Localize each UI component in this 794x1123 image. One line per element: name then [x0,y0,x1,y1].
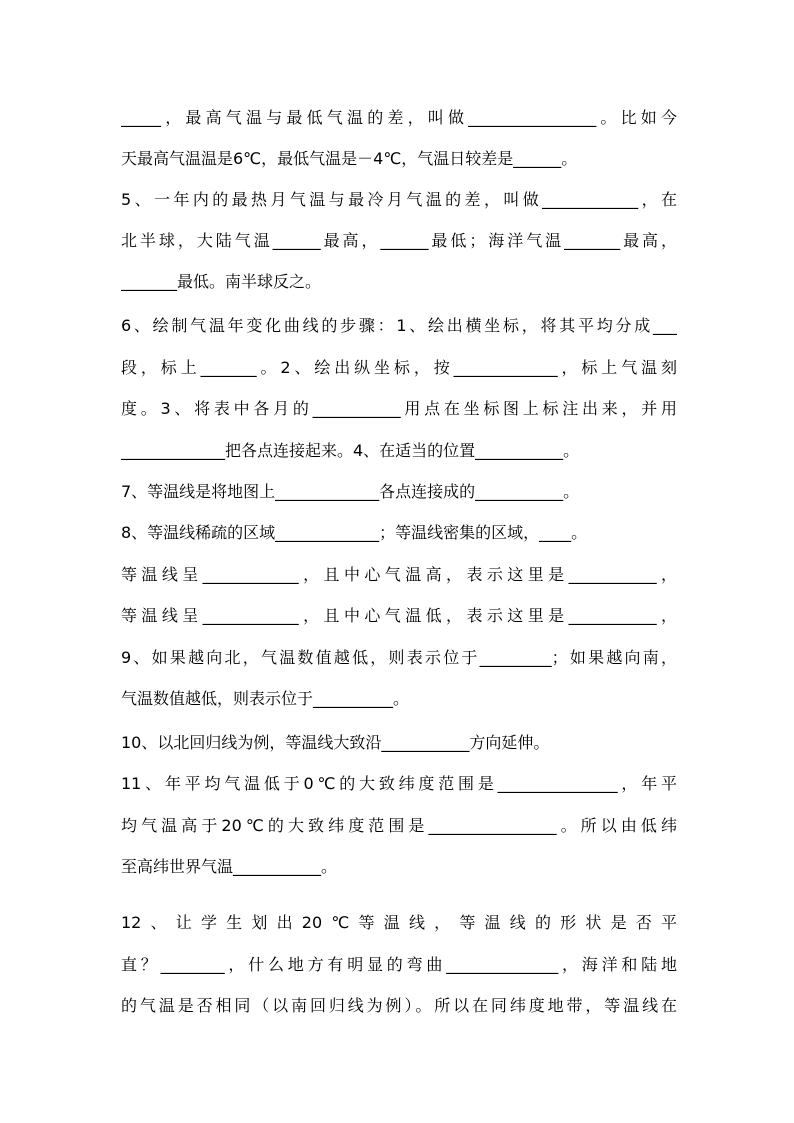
text-line-7: 段，标上_______。2、绘出纵坐标，按_____________，标上气温刻 [121,358,677,377]
text-line-2: 天最高气温温是6℃，最低气温是－4℃，气温日较差是______。 [121,149,578,168]
text-line-16: 10、以北回归线为例，等温线大致沿___________方向延伸。 [121,733,550,752]
text-line-18: 均气温高于20℃的大致纬度范围是________________。所以由低纬 [121,816,677,835]
text-line-3: 5、一年内的最热月气温与最冷月气温的差，叫做____________，在 [121,190,677,209]
text-line-1: _____，最高气温与最低气温的差，叫做________________。比如今 [121,108,677,127]
text-line-22: 的气温是否相同（以南回归线为例）。所以在同纬度地带，等温线在 [121,996,677,1015]
text-line-4: 北半球，大陆气温______最高，______最低；海洋气温_______最高， [121,231,677,250]
text-line-10: 7、等温线是将地图上_____________各点连接成的___________。 [121,482,580,501]
text-line-21: 直？________，什么地方有明显的弯曲______________，海洋和陆地 [121,955,677,974]
text-line-8: 度。3、将表中各月的___________用点在坐标图上标注出来，并用 [121,399,677,418]
text-line-20: 12、让学生划出20℃等温线，等温线的形状是否平 [121,913,677,932]
text-line-17: 11、年平均气温低于0℃的大致纬度范围是_______________，年平 [121,774,677,793]
text-line-9: _____________把各点连接起来。4、在适当的位置___________。 [121,441,580,460]
text-line-19: 至高纬世界气温___________。 [121,857,338,876]
text-line-12: 等温线呈____________，且中心气温高，表示这里是___________， [121,565,677,584]
text-line-15: 气温数值越低，则表示位于__________。 [121,689,410,708]
text-line-11: 8、等温线稀疏的区域_____________；等温线密集的区域，____。 [121,523,588,542]
text-line-6: 6、绘制气温年变化曲线的步骤：1、绘出横坐标，将其平均分成___ [121,316,677,335]
text-line-14: 9、如果越向北，气温数值越低，则表示位于_________；如果越向南， [121,648,677,667]
text-line-13: 等温线呈____________，且中心气温低，表示这里是___________， [121,606,677,625]
text-line-5: _______最低。南半球反之。 [121,272,322,291]
